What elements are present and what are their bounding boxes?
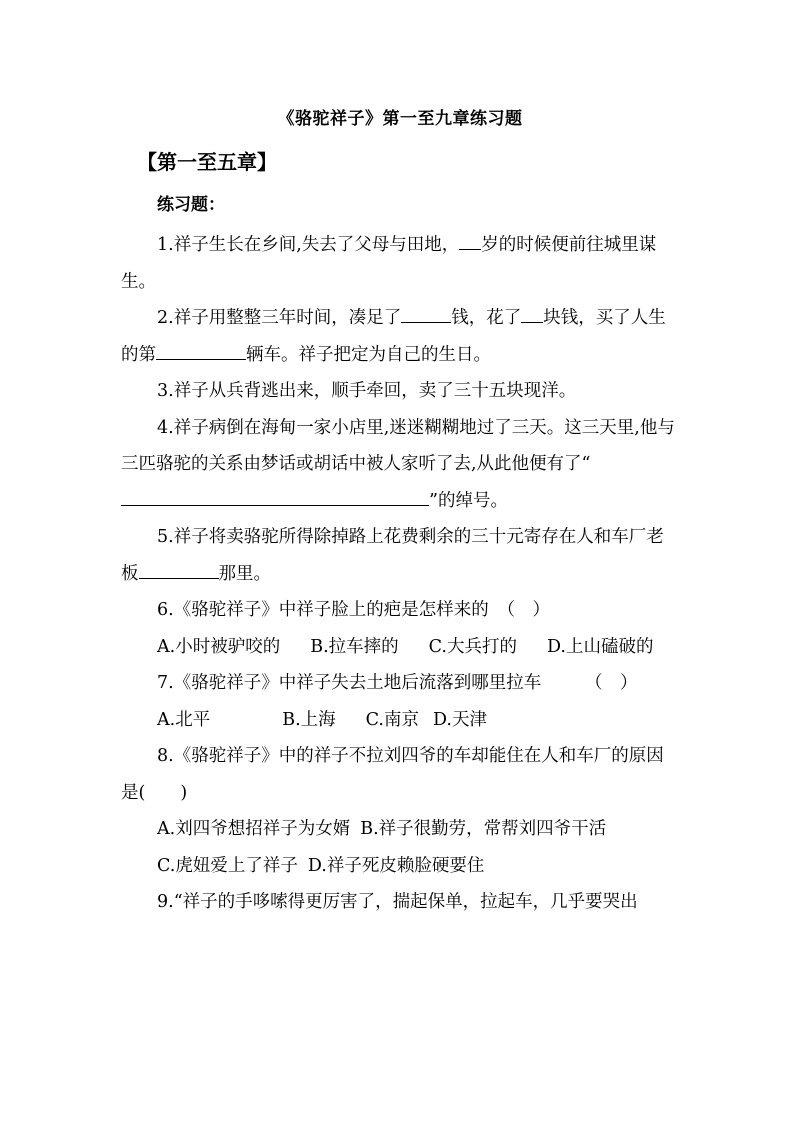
answer-blank: [401, 302, 451, 323]
question-list: [121, 227, 681, 921]
question-8-options-line1: A.刘四爷想招祥子为女婿 B.祥子很勤劳，常帮刘四爷干活: [157, 819, 607, 839]
question-4: 4.祥子病倒在海甸一家小店里,迷迷糊糊地过了三天。这三天里,他与三匹骆驼的关系由梦话或胡话中被人家听了去,从此他便有了“”的绰号。: [121, 417, 675, 511]
question-9: 9.“祥子的手哆嗦得更厉害了，揣起保单，拉起车，几乎要哭出: [157, 892, 638, 912]
question-7-options: A.北平 B.上海 C.南京 D.天津: [157, 709, 487, 730]
question-7: 7.《骆驼祥子》中祥子失去土地后流落到哪里拉车 （ ）: [157, 673, 638, 693]
question-2: 2.祥子用整整三年时间，凑足了 钱，花了 块钱，买了人生的第 辆车。祥子把定为自己的生日。: [121, 300, 681, 373]
question-6-options: A.小时被驴咬的 B.拉车摔的 C.大兵打的 D.上山磕破的: [157, 636, 654, 657]
section-heading: 【第一至五章】: [137, 150, 277, 174]
document-title: 《骆驼祥子》第一至九章练习题: [277, 109, 523, 129]
answer-blank: [156, 339, 246, 360]
question-8-options-line2: C.虎妞爱上了祥子 D.祥子死皮赖脸硬要住: [157, 855, 485, 876]
question-6: 6.《骆驼祥子》中祥子脸上的疤是怎样来的 （ ）: [157, 600, 550, 620]
answer-blank: [121, 485, 429, 506]
question-8: 8.《骆驼祥子》中的祥子不拉刘四爷的车却能住在人和车厂的原因是( ): [121, 746, 664, 803]
answer-blank: [139, 558, 219, 579]
exercise-subheading: 练习题：: [157, 195, 225, 215]
answer-blank: [521, 302, 543, 323]
question-5: 5.祥子将卖骆驼所得除掉路上花费剩余的三十元寄存在人和车厂老板 那里。: [121, 527, 664, 584]
question-1: 1.祥子生长在乡间,失去了父母与田地， 岁的时候便前往城里谋生。: [121, 227, 681, 300]
question-3: 3.祥子从兵背逃出来，顺手牵回，卖了三十五块现洋。: [157, 381, 577, 401]
answer-blank: [459, 229, 481, 250]
